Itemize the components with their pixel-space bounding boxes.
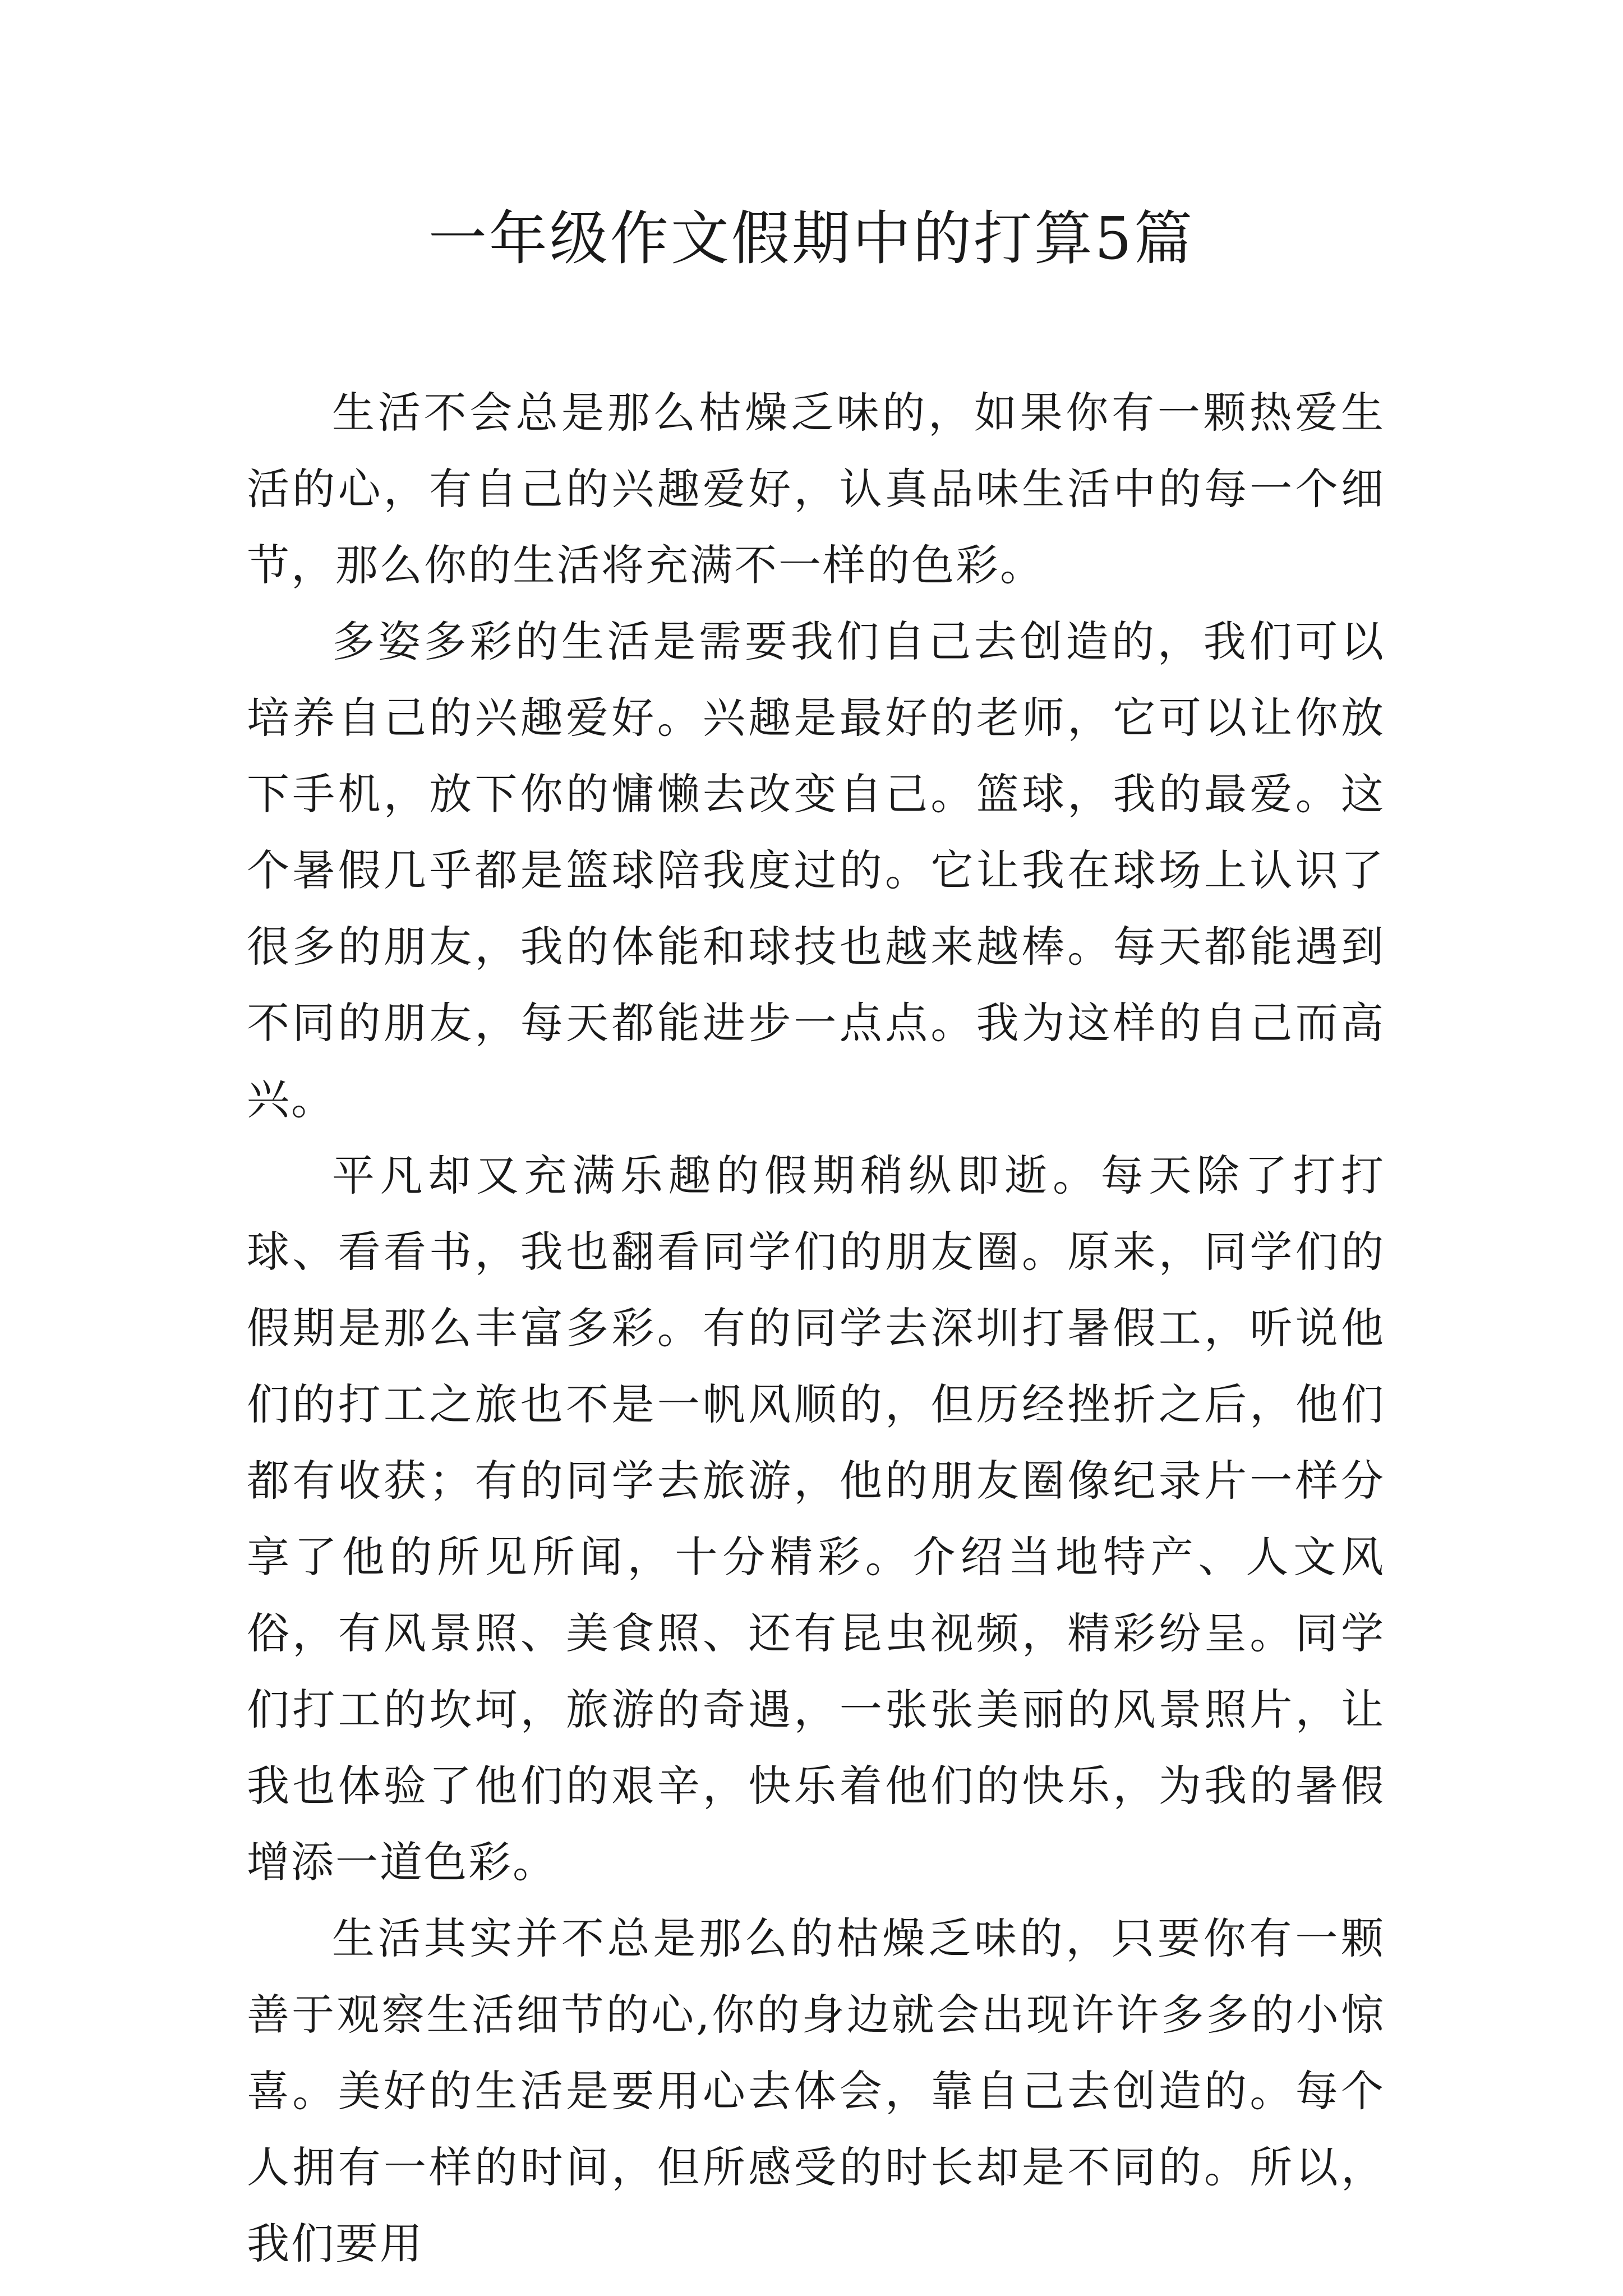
document-title: 一年级作文假期中的打算5篇 <box>428 204 1195 273</box>
paragraph-1: 生活不会总是那么枯燥乏味的，如果你有一颗热爱生活的心，有自己的兴趣爱好，认真品味生活中的每一个细节，那么你的生活将充满不一样的色彩。 <box>247 388 1385 590</box>
paragraph-3: 平凡却又充满乐趣的假期稍纵即逝。每天除了打打球、看看书，我也翻看同学们的朋友圈。原来，同学们的假期是那么丰富多彩。有的同学去深圳打暑假工，听说他们的打工之旅也不是一帆风顺的，但历经挫折之后，他们都有收获；有的同学去旅游，他的朋友圈像纪录片一样分享了他的所见所闻，十分精彩。介绍当地特产、人文风俗，有风景照、美食照、还有昆虫视频，精彩纷呈。同学们打工的坎坷，旅游的奇遇，一张张美丽的风景照片，让我也体验了他们的艰辛，快乐着他们的快乐，为我的暑假增添一道色彩。 <box>247 1151 1385 1887</box>
document-body <box>247 375 1385 2282</box>
paragraph-2: 多姿多彩的生活是需要我们自己去创造的，我们可以培养自己的兴趣爱好。兴趣是最好的老师，它可以让你放下手机，放下你的慵懒去改变自己。篮球，我的最爱。这个暑假几乎都是篮球陪我度过的。它让我在球场上认识了很多的朋友，我的体能和球技也越来越棒。每天都能遇到不同的朋友，每天都能进步一点点。我为这样的自己而高兴。 <box>247 616 1385 1124</box>
paragraph-4: 生活其实并不总是那么的枯燥乏味的，只要你有一颗善于观察生活细节的心,你的身边就会出现许许多多的小惊喜。美好的生活是要用心去体会，靠自己去创造的。每个人拥有一样的时间，但所感受的时长却是不同的。所以，我们要用 <box>247 1913 1385 2269</box>
